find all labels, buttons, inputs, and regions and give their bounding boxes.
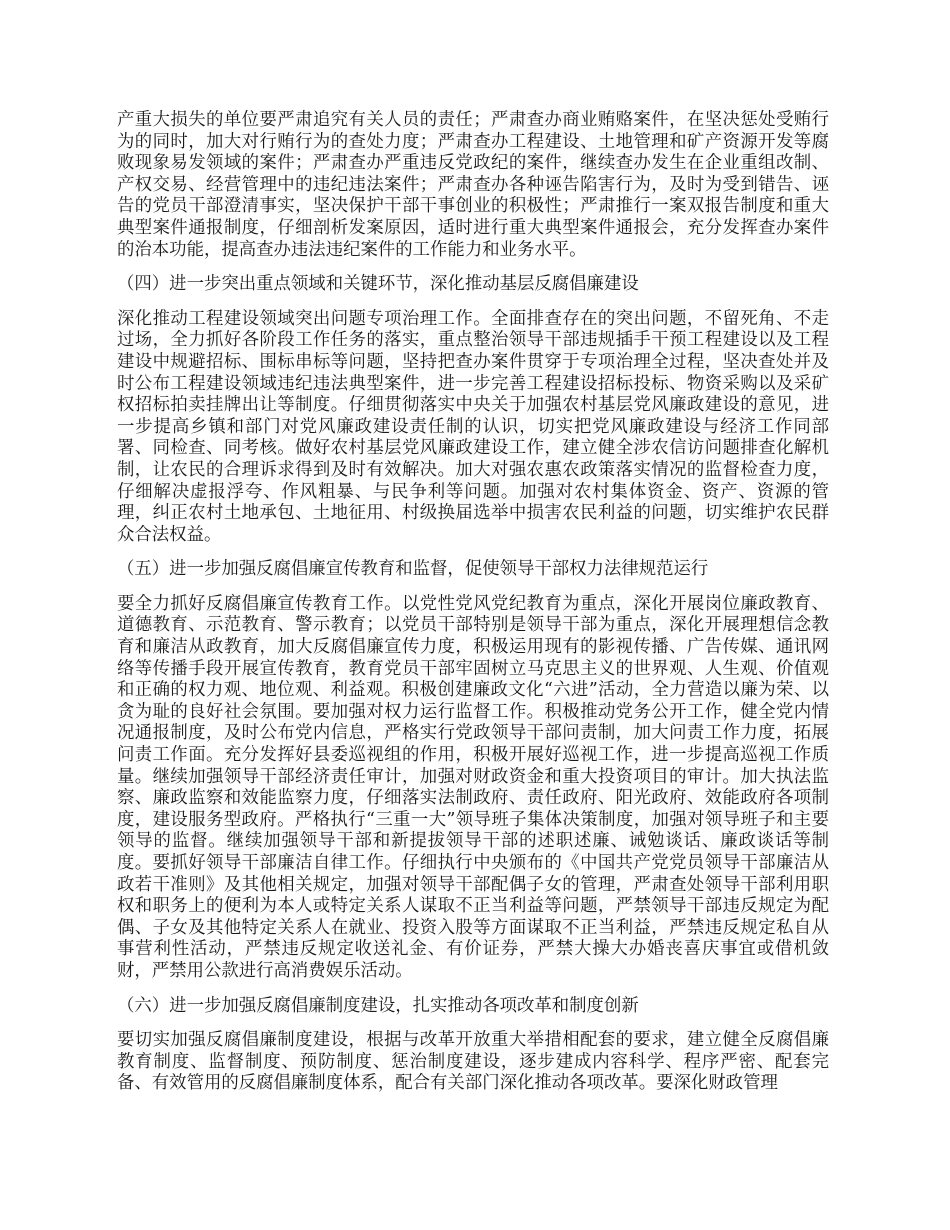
section-heading-6: （六）进一步加强反腐倡廉制度建设，扎实推动各项改革和制度创新: [117, 995, 639, 1016]
document-page: [117, 110, 829, 1108]
section-heading-4: （四）进一步突出重点领域和关键环节，深化推动基层反腐倡廉建设: [117, 274, 639, 295]
paragraph-grassroots-anticorruption: 深化推动工程建设领域突出问题专项治理工作。全面排查存在的突出问题，不留死角、不走过场，全力抓好各阶段工作任务的落实，重点整治领导干部违规插手干预工程建设以及工程建设中规避招标、围标串标等问题，坚持把查办案件贯穿于专项治理全过程，坚决查处并及时公布工程建设领域违纪违法典型案件，进一步完善工程建设招标投标、物资采购以及采矿权招标拍卖挂牌出让等制度。仔细贯彻落实中央关于加强农村基层党风廉政建设的意见，进一步提高乡镇和部门对党风廉政建设责任制的认识，切实把党风廉政建设与经济工作同部署、同检查、同考核。做好农村基层党风廉政建设工作，建立健全涉农信访问题排查化解机制，让农民的合理诉求得到及时有效解决。加大对强农惠农政策落实情况的监督检查力度，仔细解决虚报浮夸、作风粗暴、与民争利等问题。加强对农村集体资金、资产、资源的管理，纠正农村土地承包、土地征用、村级换届选举中损害农民利益的问题，切实维护农民群众合法权益。: [117, 308, 829, 545]
paragraph-education-supervision: 要全力抓好反腐倡廉宣传教育工作。以党性党风党纪教育为重点，深化开展岗位廉政教育、道德教育、示范教育、警示教育；以党员干部特别是领导干部为重点，深化开展理想信念教育和廉洁从政教育，加大反腐倡廉宣传力度，积极运用现有的影视传播、广告传媒、通讯网络等传播手段开展宣传教育，教育党员干部牢固树立马克思主义的世界观、人生观、价值观和正确的权力观、地位观、利益观。积极创建廉政文化“六进”活动，全力营造以廉为荣、以贪为耻的良好社会氛围。要加强对权力运行监督工作。积极推动党务公开工作，健全党内情况通报制度，及时公布党内信息，严格实行党政领导干部问责制，加大问责工作力度，拓展问责工作面。充分发挥好县委巡视组的作用，积极开展好巡视工作，进一步提高巡视工作质量。继续加强领导干部经济责任审计，加强对财政资金和重大投资项目的审计。加大执法监察、廉政监察和效能监察力度，仔细落实法制政府、责任政府、阳光政府、效能政府各项制度，建设服务型政府。严格执行“三重一大”领导班子集体决策制度，加强对领导班子和主要领导的监督。继续加强领导干部和新提拔领导干部的述职述廉、诫勉谈话、廉政谈话等制度。要抓好领导干部廉洁自律工作。仔细执行中央颁布的《中国共产党党员领导干部廉洁从政若干准则》及其他相关规定，加强对领导干部配偶子女的管理，严肃查处领导干部利用职权和职务上的便利为本人或特定关系人谋取不正当利益等问题，严禁领导干部违反规定为配偶、子女及其他特定关系人在就业、投资入股等方面谋取不正当利益，严禁违反规定私自从事营利性活动，严禁违反规定收送礼金、有价证券，严禁大操大办婚丧喜庆事宜或借机敛财，严禁用公款进行高消费娱乐活动。: [117, 593, 829, 981]
section-heading-5: （五）进一步加强反腐倡廉宣传教育和监督，促使领导干部权力法律规范运行: [117, 559, 709, 580]
paragraph-case-investigation: 产重大损失的单位要严肃追究有关人员的责任；严肃查办商业贿赂案件，在坚决惩处受贿行为的同时，加大对行贿行为的查处力度；严肃查办工程建设、土地管理和矿产资源开发等腐败现象易发领域的案件；严肃查办严重违反党政纪的案件，继续查办发生在企业重组改制、产权交易、经营管理中的违纪违法案件；严肃查办各种诬告陷害行为，及时为受到错告、诬告的党员干部澄清事实，坚决保护干部干事创业的积极性；严肃推行一案双报告制度和重大典型案件通报制度，仔细剖析发案原因，适时进行重大典型案件通报会，充分发挥查办案件的治本功能，提高查办违法违纪案件的工作能力和业务水平。: [117, 110, 829, 260]
paragraph-institution-building: 要切实加强反腐倡廉制度建设，根据与改革开放重大举措相配套的要求，建立健全反腐倡廉教育制度、监督制度、预防制度、惩治制度建设，逐步建成内容科学、程序严密、配套完备、有效管用的反腐倡廉制度体系，配合有关部门深化推动各项改革。要深化财政管理: [117, 1030, 829, 1094]
